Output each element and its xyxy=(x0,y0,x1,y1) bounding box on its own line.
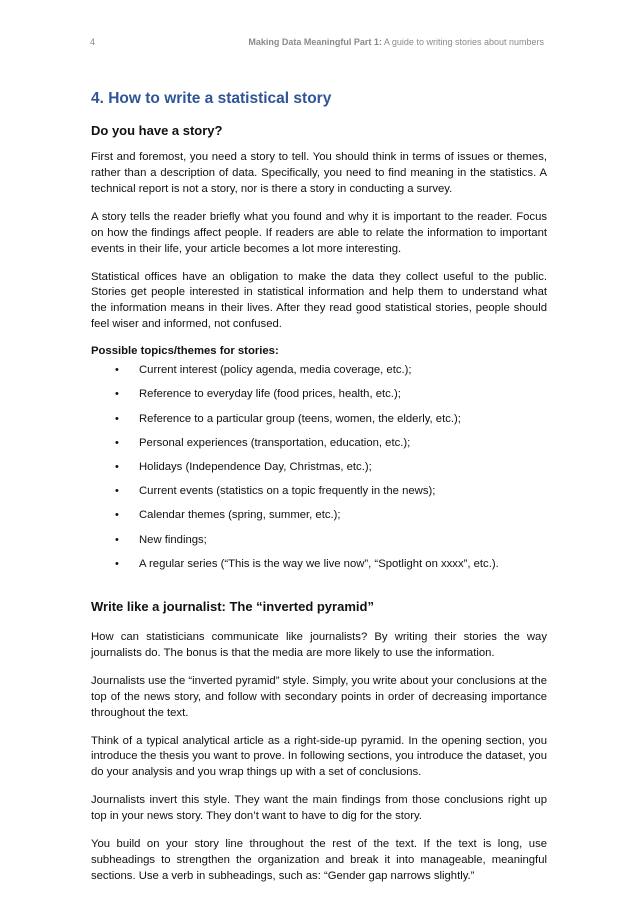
running-title-rest: A guide to writing stories about numbers xyxy=(381,37,544,47)
journalist-paragraph-1: How can statisticians communicate like journalists? By writing their stories the way journalists do. The bonus is that the media are more likely to use the information. xyxy=(91,630,547,659)
journalist-paragraph-2: Journalists use the “inverted pyramid” style. Simply, you write about your conclusions at the top of the news story, and follow with secondary points in order of decreasing importance throughout the text. xyxy=(91,674,547,719)
page-number: 4 xyxy=(90,37,96,47)
topic-item: • Current events (statistics on a topic frequently in the news); xyxy=(91,484,547,508)
journalist-paragraph-4: Journalists invert this style. They want the main findings from those conclusions right up top in your news story. They don’t want to have to dig for the story. xyxy=(91,794,547,823)
running-title xyxy=(248,37,544,47)
journalist-heading: Write like a journalist: The “inverted pyramid” xyxy=(91,598,374,614)
topic-item: • Calendar themes (spring, summer, etc.); xyxy=(91,508,547,532)
journalist-paragraph-5: You build on your story line throughout the rest of the text. If the text is long, use subheadings to strengthen the organization and break it into manageable, meaningful sections. Use a verb in subheadings, such as: “Gender gap narrows slightly.” xyxy=(91,838,547,882)
topic-item: • Current interest (policy agenda, media coverage, etc.); xyxy=(91,363,547,387)
story-paragraph-2: A story tells the reader briefly what you found and why it is important to the reader. Focus on how the findings affect people. If readers are able to relate the information to important events in their life, your article becomes a lot more interesting. xyxy=(91,210,547,255)
topics-heading: Possible topics/themes for stories: xyxy=(91,345,279,358)
topic-item: • Personal experiences (transportation, education, etc.); xyxy=(91,436,547,460)
topic-item: • Reference to a particular group (teens, women, the elderly, etc.); xyxy=(91,412,547,436)
running-title-bold: Making Data Meaningful Part 1: xyxy=(248,37,382,47)
topics-list xyxy=(91,363,547,581)
topic-item: • A regular series (“This is the way we live now”, “Spotlight on xxxx”, etc.). xyxy=(91,557,547,581)
topic-item: • New findings; xyxy=(91,533,547,557)
topic-item: • Reference to everyday life (food prices, health, etc.); xyxy=(91,387,547,411)
topic-item: • Holidays (Independence Day, Christmas, etc.); xyxy=(91,460,547,484)
page-content xyxy=(91,90,547,897)
story-heading: Do you have a story? xyxy=(91,123,223,138)
journalist-paragraph-3: Think of a typical analytical article as a right-side-up pyramid. In the opening section, you introduce the thesis you want to prove. In following sections, you introduce the dataset, you do your analysis and you wrap things up with a set of conclusions. xyxy=(91,734,547,779)
story-paragraph-1: First and foremost, you need a story to tell. You should think in terms of issues or themes, rather than a description of data. Specifically, you need to find meaning in the statistics. A technical report is not a story, nor is there a story in conducting a survey. xyxy=(91,151,547,195)
page-header xyxy=(90,37,544,51)
story-paragraph-3: Statistical offices have an obligation to make the data they collect useful to the public. Stories get people interested in statistical information and help them to understand what the information means in their lives. After they read good statistical stories, people should feel wiser and informed, not confused. xyxy=(91,270,547,331)
section-title: 4. How to write a statistical story xyxy=(91,90,332,107)
